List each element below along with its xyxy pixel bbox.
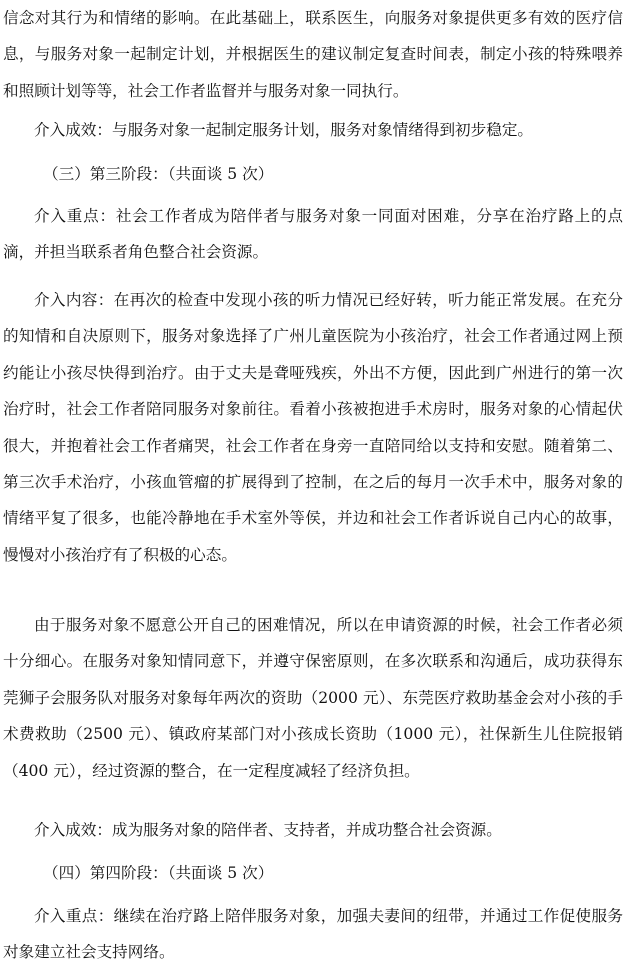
paragraph-intervention-plan: 信念对其行为和情绪的影响。在此基础上，联系医生，向服务对象提供更多有效的医疗信息，与服务对象一起制定计划，并根据医生的建议制定复查时间表，制定小孩的特殊喂养和照顾计划等等，社会工作者监督并与服务对象一同执行。 — [3, 9, 623, 100]
paragraph-resource-integration: 由于服务对象不愿意公开自己的困难情况，所以在申请资源的时候，社会工作者必须十分细心。在服务对象知情同意下，并遵守保密原则，在多次联系和沟通后，成功获得东莞狮子会服务队对服务对象每年两次的资助（2000 元）、东莞医疗救助基金会对小孩的手术费救助（2500 元）、镇政府某部门对小孩成长资助（1000 元），社保新生儿住院报销（400 元），经过资源的整合，在一定程度减轻了经济负担。 — [3, 616, 623, 780]
paragraph-stage3-content: 介入内容：在再次的检查中发现小孩的听力情况已经好转，听力能正常发展。在充分的知情和自决原则下，服务对象选择了广州儿童医院为小孩治疗，社会工作者通过网上预约能让小孩尽快得到治疗。由于丈夫是聋哑残疾，外出不方便，因此到广州进行的第一次治疗时，社会工作者陪同服务对象前往。看着小孩被抱进手术房时，服务对象的心情起伏很大，并抱着社会工作者痛哭，社会工作者在身旁一直陪同给以支持和安慰。随着第二、第三次手术治疗，小孩血管瘤的扩展得到了控制，在之后的每月一次手术中，服务对象的情绪平复了很多，也能冷静地在手术室外等侯，并边和社会工作者诉说自己内心的故事，慢慢对小孩治疗有了积极的心态。 — [3, 291, 623, 564]
paragraph-stage3-focus: 介入重点：社会工作者成为陪伴者与服务对象一同面对困难，分享在治疗路上的点滴，并担当联系者角色整合社会资源。 — [3, 207, 623, 262]
heading-stage3: （三）第三阶段：（共面谈 5 次） — [43, 165, 274, 183]
heading-stage4: （四）第四阶段：（共面谈 5 次） — [43, 864, 274, 882]
paragraph-stage4-focus: 介入重点：继续在治疗路上陪伴服务对象，加强夫妻间的纽带，并通过工作促使服务对象建立社会支持网络。 — [3, 907, 623, 962]
paragraph-stage2-outcome: 介入成效：与服务对象一起制定服务计划，服务对象情绪得到初步稳定。 — [34, 121, 534, 139]
paragraph-stage3-outcome: 介入成效：成为服务对象的陪伴者、支持者，并成功整合社会资源。 — [34, 821, 502, 839]
